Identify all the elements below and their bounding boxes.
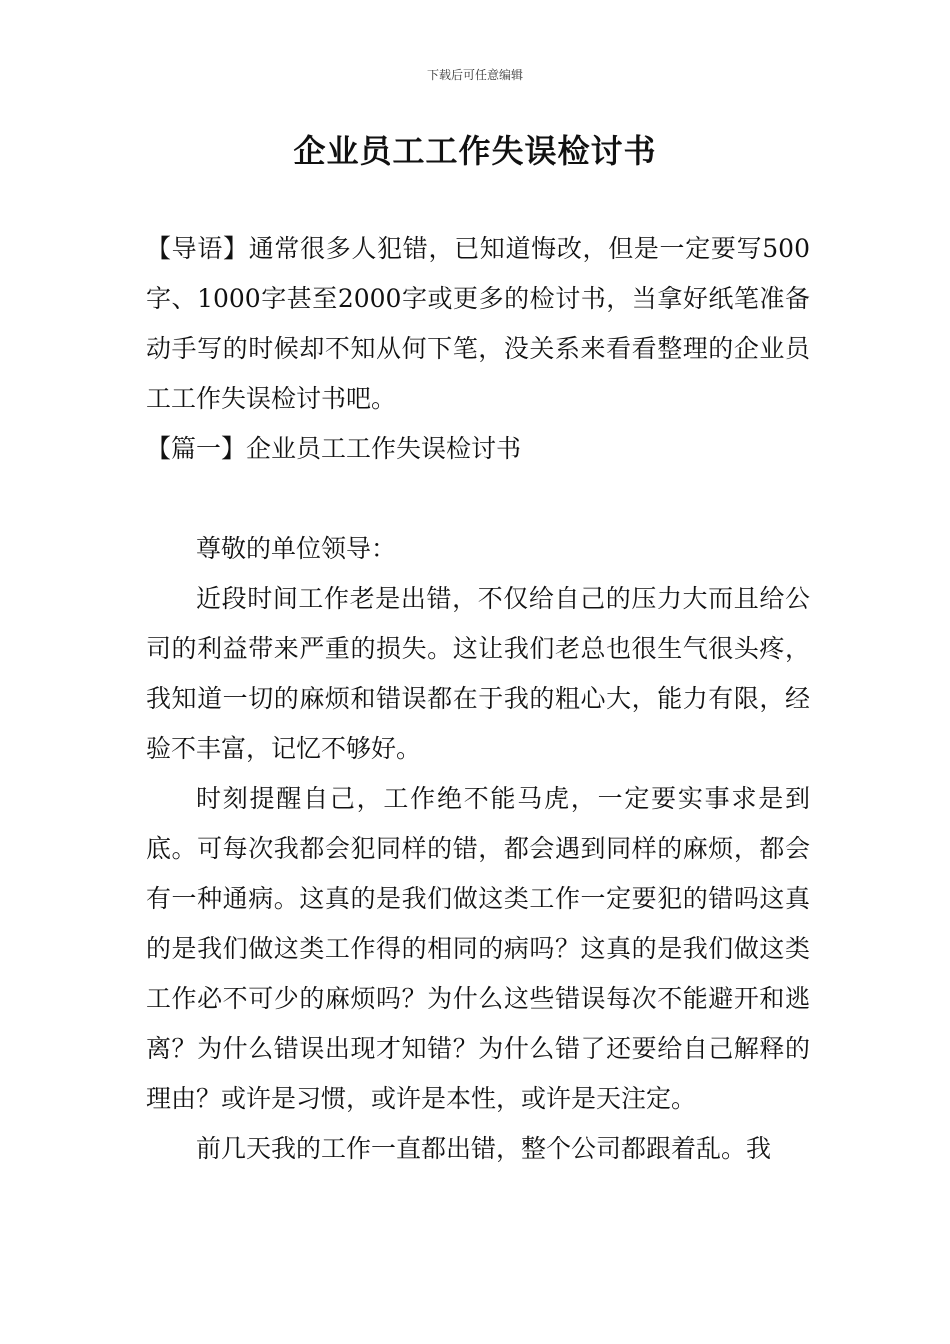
document-title: 企业员工工作失误检讨书: [293, 132, 657, 170]
body-paragraph-2: 时刻提醒自己，工作绝不能马虎，一定要实事求是到底。可每次我都会犯同样的错，都会遇到同样的麻烦，都会有一种通病。这真的是我们做这类工作一定要犯的错吗这真的是我们做这类工作得的相同的病吗？这真的是我们做这类工作必不可少的麻烦吗？为什么这些错误每次不能避开和逃离？为什么错误出现才知错？为什么错了还要给自己解释的理由？或许是习惯，或许是本性，或许是天注定。: [146, 784, 810, 1113]
section-title: 【篇一】企业员工工作失误检讨书: [146, 434, 522, 463]
document-body: [146, 224, 810, 1174]
salutation: 尊敬的单位领导：: [196, 534, 397, 563]
body-paragraph-1: 近段时间工作老是出错，不仅给自己的压力大而且给公司的利益带来严重的损失。这让我们老总也很生气很头疼，我知道一切的麻烦和错误都在于我的粗心大，能力有限，经验不丰富，记忆不够好。: [146, 584, 810, 763]
intro-paragraph: 【导语】通常很多人犯错，已知道悔改，但是一定要写500字、1000字甚至2000字或更多的检讨书，当拿好纸笔准备动手写的时候却不知从何下笔，没关系来看看整理的企业员工工作失误检讨书吧。: [146, 234, 810, 413]
header-note: 下载后可任意编辑: [426, 68, 523, 82]
body-paragraph-3: 前几天我的工作一直都出错，整个公司都跟着乱。我: [196, 1134, 772, 1163]
